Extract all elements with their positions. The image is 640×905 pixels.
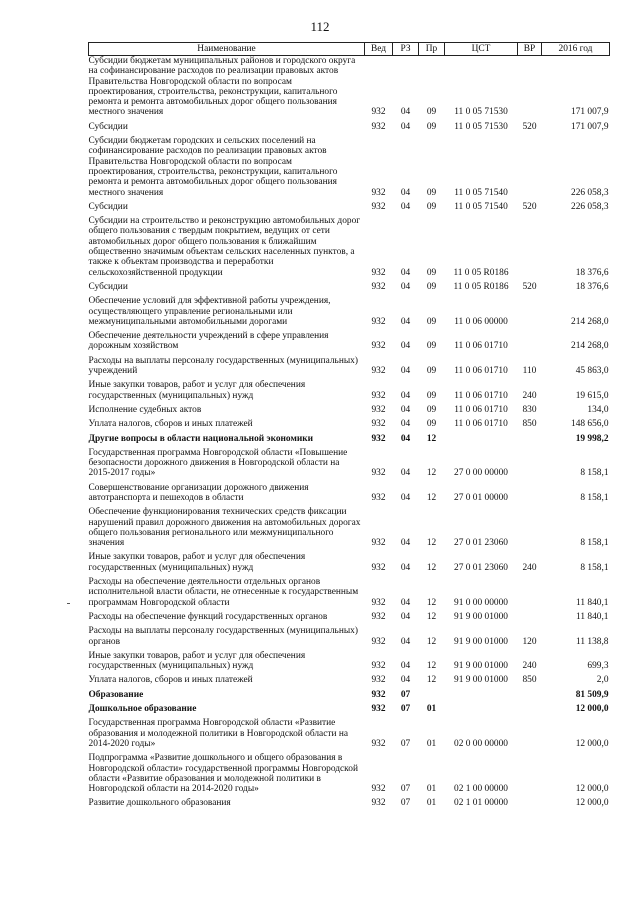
cell-name: Субсидии [88, 281, 128, 292]
cell-name: Обеспечение деятельности учреждений в сфере управления дорожным хозяйством [88, 331, 329, 352]
cell-ved: 932 [371, 738, 386, 749]
cell-pr: 12 [426, 538, 437, 549]
cell-sum: 148 656,0 [571, 419, 609, 430]
header-name: Наименование [89, 43, 365, 56]
cell-sum: 214 268,0 [571, 316, 609, 327]
cell-rz: 07 [400, 689, 411, 700]
table-row [89, 548, 610, 573]
table-row [89, 56, 610, 118]
cell-ved: 932 [371, 341, 386, 352]
cell-pr: 01 [426, 784, 437, 795]
cell-vr [518, 479, 542, 504]
table-header-row [89, 43, 610, 56]
cell-pr: 12 [426, 468, 437, 479]
cell-ved: 932 [371, 121, 386, 132]
cell-name: Развитие дошкольного образования [88, 798, 231, 809]
cell-vr: 240 [522, 562, 537, 573]
table-row [89, 647, 610, 672]
cell-ved: 932 [371, 611, 386, 622]
page-number: 112 [310, 19, 330, 34]
cell-pr: 09 [426, 404, 437, 415]
cell-name: Иные закупки товаров, работ и услуг для обеспечения государственных (муниципальных) нужд [88, 380, 306, 401]
cell-cst: 11 0 05 71540 [454, 187, 508, 198]
cell-vr [518, 444, 542, 479]
table-row [89, 376, 610, 401]
cell-rz: 04 [400, 562, 411, 573]
cell-ved: 932 [371, 689, 386, 700]
cell-sum: 214 268,0 [571, 341, 609, 352]
cell-pr: 12 [426, 562, 437, 573]
table-row [89, 700, 610, 714]
cell-vr [518, 749, 542, 794]
table-row [89, 352, 610, 377]
cell-pr: 09 [426, 201, 437, 212]
cell-ved: 932 [371, 675, 386, 686]
cell-name: Расходы на обеспечение деятельности отдельных органов исполнительной власти области, не отнесенные к государственным программам Новгородской области [88, 577, 359, 608]
cell-sum: 12 000,0 [575, 704, 609, 715]
cell-cst [445, 686, 518, 700]
cell-vr: 240 [522, 390, 537, 401]
cell-rz: 04 [400, 661, 411, 672]
cell-rz: 04 [400, 107, 411, 118]
cell-cst: 11 0 06 01710 [454, 419, 508, 430]
cell-pr: 09 [426, 390, 437, 401]
cell-cst: 91 9 00 01000 [454, 636, 508, 647]
cell-cst: 11 0 05 71540 [454, 201, 508, 212]
cell-name: Другие вопросы в области национальной экономики [88, 433, 314, 444]
cell-cst: 02 1 00 00000 [454, 784, 508, 795]
cell-name: Исполнение судебных актов [88, 404, 202, 415]
table-row [89, 671, 610, 685]
cell-rz: 04 [400, 597, 411, 608]
cell-sum: 11 138,8 [576, 636, 609, 647]
cell-pr: 09 [426, 281, 437, 292]
cell-sum: 12 000,0 [575, 784, 609, 795]
cell-ved: 932 [371, 468, 386, 479]
cell-pr: 09 [426, 366, 437, 377]
cell-name: Субсидии на строительство и реконструкцию автомобильных дорог общего пользования с твердым покрытием, ведущих от сети автомобильных дорог общего пользования к ближайшим общественно значимым объектам сельских населенных пунктов, а также к объектам производства и переработки сельскохозяйственной продукции [88, 216, 361, 278]
cell-cst: 91 9 00 01000 [454, 611, 508, 622]
cell-rz: 04 [400, 468, 411, 479]
cell-sum: 19 998,2 [575, 433, 609, 444]
cell-sum: 11 840,1 [576, 611, 609, 622]
cell-cst: 11 0 05 R0186 [453, 281, 509, 292]
table-row [89, 444, 610, 479]
cell-cst: 11 0 06 01710 [454, 404, 508, 415]
cell-sum: 226 058,3 [571, 201, 609, 212]
cell-name: Субсидии [88, 121, 128, 132]
cell-sum: 134,0 [587, 404, 609, 415]
cell-rz: 04 [400, 419, 411, 430]
cell-pr: 12 [426, 597, 437, 608]
header-cst: ЦСТ [445, 43, 518, 56]
cell-cst: 11 0 06 01710 [454, 366, 508, 377]
cell-ved: 932 [371, 390, 386, 401]
cell-cst: 11 0 06 01710 [454, 390, 508, 401]
cell-cst: 02 1 01 00000 [454, 798, 508, 809]
cell-cst: 91 0 00 00000 [454, 597, 508, 608]
cell-vr: 520 [522, 121, 537, 132]
cell-vr [518, 503, 542, 548]
cell-ved: 932 [371, 562, 386, 573]
cell-ved: 932 [371, 433, 386, 444]
cell-rz: 04 [400, 433, 411, 444]
cell-rz: 07 [400, 738, 411, 749]
cell-rz: 04 [400, 404, 411, 415]
cell-name: Субсидии [88, 201, 128, 212]
cell-rz: 04 [400, 390, 411, 401]
table-row [89, 503, 610, 548]
cell-cst: 91 9 00 01000 [454, 675, 508, 686]
cell-name: Расходы на выплаты персоналу государственных (муниципальных) учреждений [88, 355, 358, 377]
cell-name: Государственная программа Новгородской области «Развитие образования и молодежной политики в Новгородской области на 2014-2020 годы» [88, 718, 349, 749]
cell-vr: 850 [522, 675, 537, 686]
cell-name: Совершенствование организации дорожного движения автотранспорта и пешеходов в области [88, 482, 309, 503]
cell-pr: 01 [426, 738, 437, 749]
cell-rz: 04 [400, 538, 411, 549]
cell-rz: 04 [400, 201, 411, 212]
cell-pr: 01 [426, 704, 437, 715]
cell-name: Иные закупки товаров, работ и услуг для обеспечения государственных (муниципальных) нужд [88, 552, 306, 573]
cell-sum: 12 000,0 [575, 738, 609, 749]
header-ved: Вед [365, 43, 393, 56]
cell-rz: 04 [400, 492, 411, 503]
cell-ved: 932 [371, 636, 386, 647]
cell-vr [518, 700, 542, 714]
cell-cst [445, 430, 518, 444]
cell-ved: 932 [371, 404, 386, 415]
cell-vr [518, 573, 542, 608]
cell-cst: 11 0 05 71530 [454, 107, 508, 118]
cell-vr [518, 430, 542, 444]
table-row [89, 327, 610, 352]
cell-vr: 240 [522, 661, 537, 672]
cell-vr: 850 [522, 419, 537, 430]
cell-sum: 18 376,6 [575, 281, 609, 292]
cell-vr [518, 686, 542, 700]
cell-rz: 04 [400, 636, 411, 647]
cell-cst: 11 0 05 R0186 [453, 267, 509, 278]
cell-ved: 932 [371, 201, 386, 212]
cell-pr: 09 [426, 316, 437, 327]
header-rz: РЗ [393, 43, 419, 56]
cell-ved: 932 [371, 704, 386, 715]
cell-ved: 932 [371, 784, 386, 795]
cell-rz: 04 [400, 267, 411, 278]
table-row [89, 118, 610, 132]
cell-vr: 520 [522, 201, 537, 212]
table-row [89, 132, 610, 198]
table-row [89, 415, 610, 429]
cell-cst: 02 0 00 00000 [454, 738, 508, 749]
cell-pr: 12 [426, 492, 437, 503]
cell-pr: 09 [426, 419, 437, 430]
cell-sum: 2,0 [596, 675, 609, 686]
table-row [89, 622, 610, 647]
cell-name: Субсидии бюджетам городских и сельских поселений на софинансирование расходов по реализации правовых актов Правительства Новгородской области по вопросам проектирования, строительства, реконструкции, капитального ремонта и ремонта автомобильных дорог общего пользования местного значения [88, 136, 338, 198]
cell-vr: 110 [522, 366, 537, 377]
cell-sum: 226 058,3 [571, 187, 609, 198]
cell-rz: 07 [400, 798, 411, 809]
cell-name: Дошкольное образование [88, 704, 197, 715]
cell-vr [518, 56, 542, 118]
cell-name: Субсидии бюджетам муниципальных районов и городского округа на софинансирование расходов по реализации правовых актов Правительства Новгородской области по вопросам проектирования, строительства, реконструкции, капитального ремонта и ремонта автомобильных дорог общего пользования местного значения [88, 56, 356, 118]
cell-ved: 932 [371, 798, 386, 809]
table-row [89, 430, 610, 444]
cell-rz: 04 [400, 675, 411, 686]
cell-sum: 81 509,9 [575, 689, 609, 700]
cell-rz: 07 [400, 784, 411, 795]
cell-sum: 45 863,0 [575, 366, 609, 377]
cell-rz: 07 [400, 704, 411, 715]
cell-name: Уплата налогов, сборов и иных платежей [88, 675, 253, 686]
cell-ved: 932 [371, 492, 386, 503]
cell-ved: 932 [371, 267, 386, 278]
cell-cst: 11 0 05 71530 [454, 121, 508, 132]
cell-ved: 932 [371, 316, 386, 327]
cell-sum: 18 376,6 [575, 267, 609, 278]
cell-sum: 699,3 [587, 661, 609, 672]
cell-rz: 04 [400, 187, 411, 198]
cell-name: Расходы на выплаты персоналу государственных (муниципальных) органов [88, 626, 358, 647]
cell-pr: 12 [426, 675, 437, 686]
cell-ved: 932 [371, 419, 386, 430]
cell-vr: 520 [522, 281, 537, 292]
cell-pr: 12 [426, 433, 437, 444]
cell-name: Расходы на обеспечение функций государственных органов [88, 611, 328, 622]
cell-vr [518, 132, 542, 198]
table-row [89, 198, 610, 212]
table-row [89, 479, 610, 504]
table-row [89, 686, 610, 700]
cell-rz: 04 [400, 121, 411, 132]
cell-vr: 120 [522, 636, 537, 647]
cell-rz: 04 [400, 366, 411, 377]
cell-rz: 04 [400, 611, 411, 622]
cell-ved: 932 [371, 597, 386, 608]
cell-name: Образование [88, 689, 144, 700]
cell-cst: 27 0 01 23060 [454, 562, 508, 573]
table-row [89, 292, 610, 327]
cell-ved: 932 [371, 366, 386, 377]
cell-vr [518, 292, 542, 327]
cell-pr: 09 [426, 121, 437, 132]
cell-sum: 12 000,0 [575, 798, 609, 809]
cell-name: Обеспечение функционирования технических средств фиксации нарушений правил дорожного движения на автомобильных дорогах общего пользования регионального или межмуниципального значения [88, 507, 361, 549]
cell-vr [518, 212, 542, 278]
cell-name: Государственная программа Новгородской области «Повышение безопасности дорожного движения в Новгородской области на 2015-2017 годы» [88, 447, 348, 479]
table-row [89, 401, 610, 415]
cell-name: Обеспечение условий для эффективной работы учреждения, осуществляющего управление региональными или межмуниципальными автомобильными дорогами [88, 296, 331, 327]
header-year: 2016 год [542, 43, 610, 56]
margin-mark [67, 603, 70, 604]
cell-pr [419, 686, 445, 700]
table-row [89, 278, 610, 292]
cell-vr [518, 794, 542, 808]
cell-name: Подпрограмма «Развитие дошкольного и общего образования в Новгородской области» государственной программы Новгородской области «Развитие образования и молодежной политики в Новгородской области на 2014-2020 годы» [88, 753, 358, 795]
cell-name: Уплата налогов, сборов и иных платежей [88, 419, 253, 430]
table-row [89, 749, 610, 794]
budget-table [88, 42, 610, 809]
cell-ved: 932 [371, 661, 386, 672]
cell-vr [518, 714, 542, 749]
cell-ved: 932 [371, 281, 386, 292]
cell-sum: 8 158,1 [580, 492, 609, 503]
cell-pr: 12 [426, 636, 437, 647]
cell-sum: 19 615,0 [575, 390, 609, 401]
cell-vr [518, 608, 542, 622]
cell-pr: 09 [426, 267, 437, 278]
cell-ved: 932 [371, 187, 386, 198]
cell-rz: 04 [400, 316, 411, 327]
cell-sum: 8 158,1 [580, 562, 609, 573]
cell-sum: 171 007,9 [571, 107, 609, 118]
cell-cst [445, 700, 518, 714]
cell-cst: 91 9 00 01000 [454, 661, 508, 672]
cell-name: Иные закупки товаров, работ и услуг для обеспечения государственных (муниципальных) нужд [88, 650, 306, 672]
cell-pr: 12 [426, 661, 437, 672]
cell-rz: 04 [400, 281, 411, 292]
cell-ved: 932 [371, 538, 386, 549]
cell-pr: 09 [426, 187, 437, 198]
table-row [89, 794, 610, 808]
cell-pr: 01 [426, 798, 437, 809]
table-row [89, 608, 610, 622]
cell-cst: 27 0 01 23060 [454, 538, 508, 549]
cell-cst: 27 0 00 00000 [454, 468, 508, 479]
cell-sum: 8 158,1 [580, 538, 609, 549]
cell-sum: 171 007,9 [571, 121, 609, 132]
cell-vr [518, 327, 542, 352]
table-row [89, 573, 610, 608]
cell-ved: 932 [371, 107, 386, 118]
header-pr: Пр [419, 43, 445, 56]
cell-cst: 27 0 01 00000 [454, 492, 508, 503]
table-row [89, 714, 610, 749]
cell-sum: 8 158,1 [580, 468, 609, 479]
cell-cst: 11 0 06 01710 [454, 341, 508, 352]
cell-rz: 04 [400, 341, 411, 352]
cell-pr: 12 [426, 611, 437, 622]
cell-pr: 09 [426, 341, 437, 352]
header-vr: ВР [518, 43, 542, 56]
cell-vr: 830 [522, 404, 537, 415]
cell-pr: 09 [426, 107, 437, 118]
cell-cst: 11 0 06 00000 [454, 316, 508, 327]
table-row [89, 212, 610, 278]
table-body [89, 56, 610, 809]
cell-sum: 11 840,1 [576, 597, 609, 608]
